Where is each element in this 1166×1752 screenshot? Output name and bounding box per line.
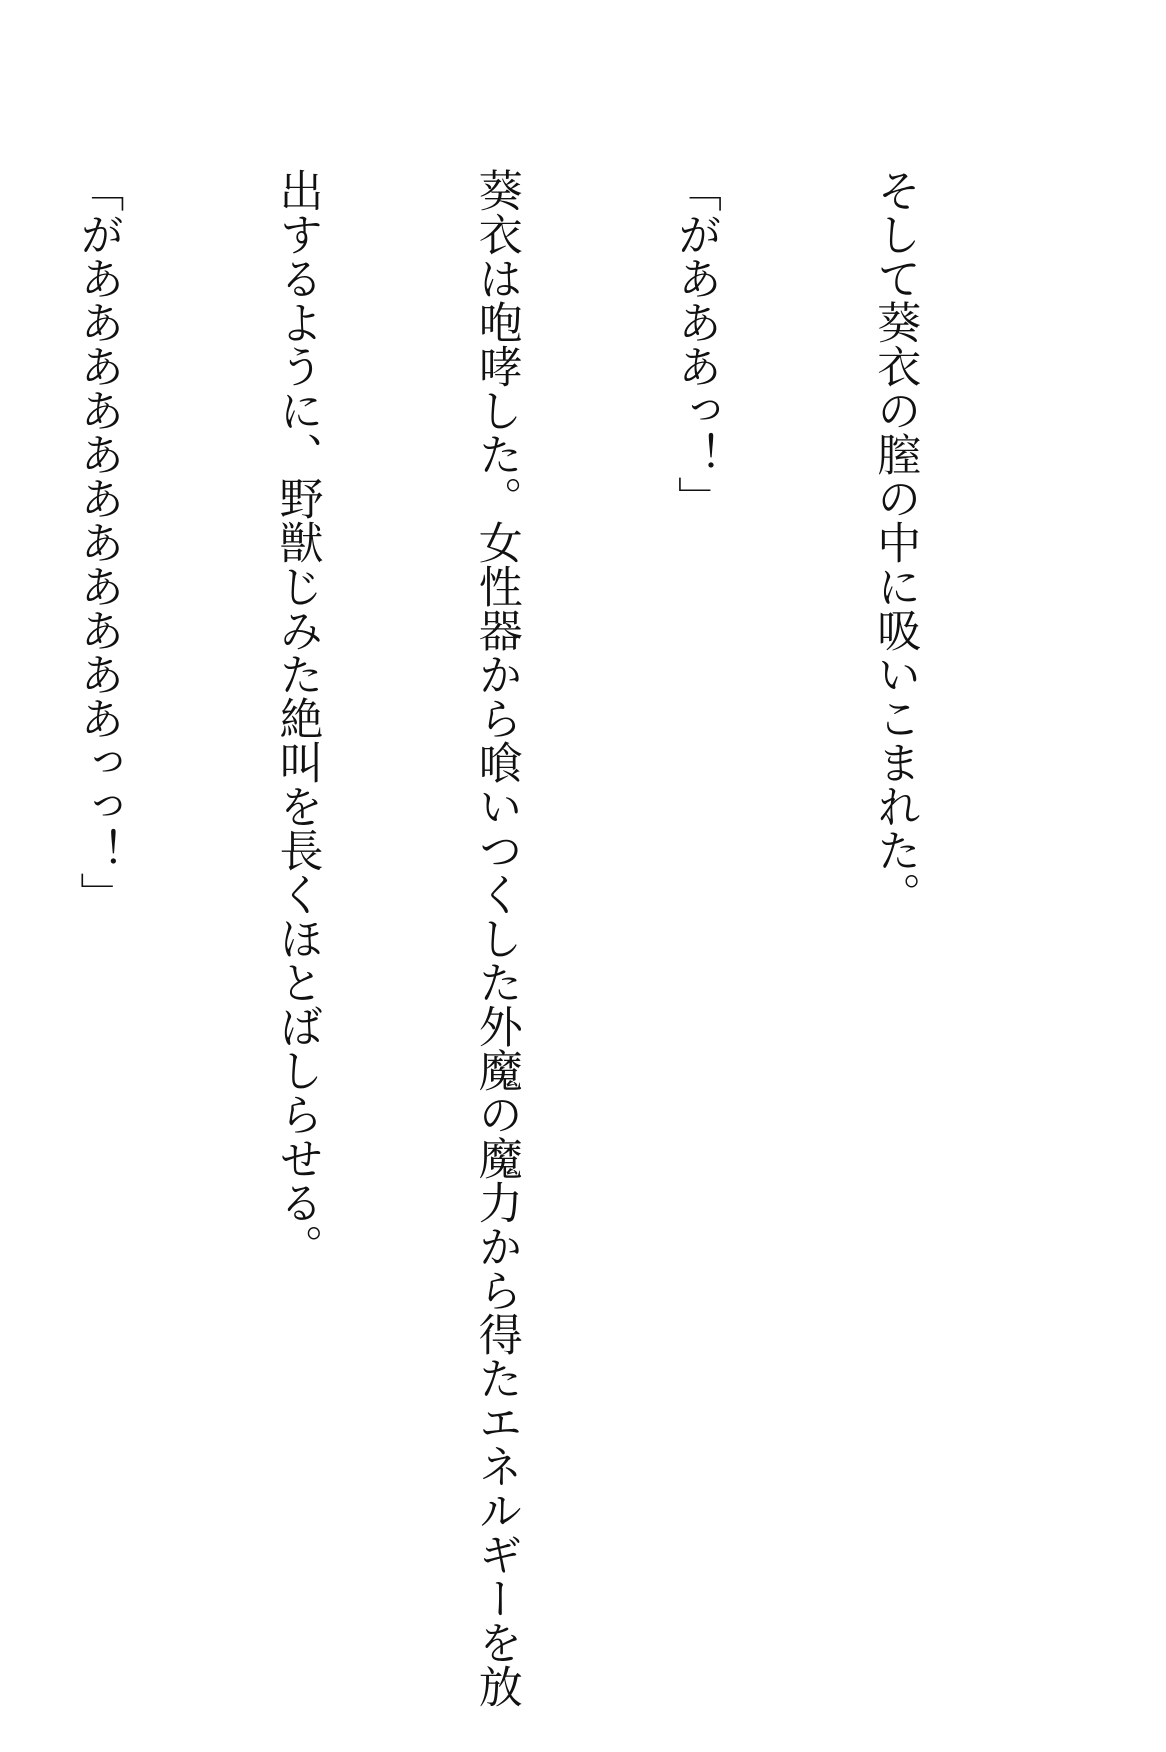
text-line: 出するように、野獣じみた絶叫を長くほとばしらせる。 (271, 168, 323, 1268)
vertical-text-body (60, 168, 1060, 1708)
text-line: 葵衣は咆哮した。女性器から喰いつくした外魔の魔力から得たエネルギーを放 (470, 168, 522, 1708)
text-line: 「があああっ！」 (669, 168, 721, 520)
text-line: そして葵衣の膣の中に吸いこまれた。 (869, 168, 921, 916)
text-line: 「があああああああああああっっ！」 (72, 168, 124, 916)
